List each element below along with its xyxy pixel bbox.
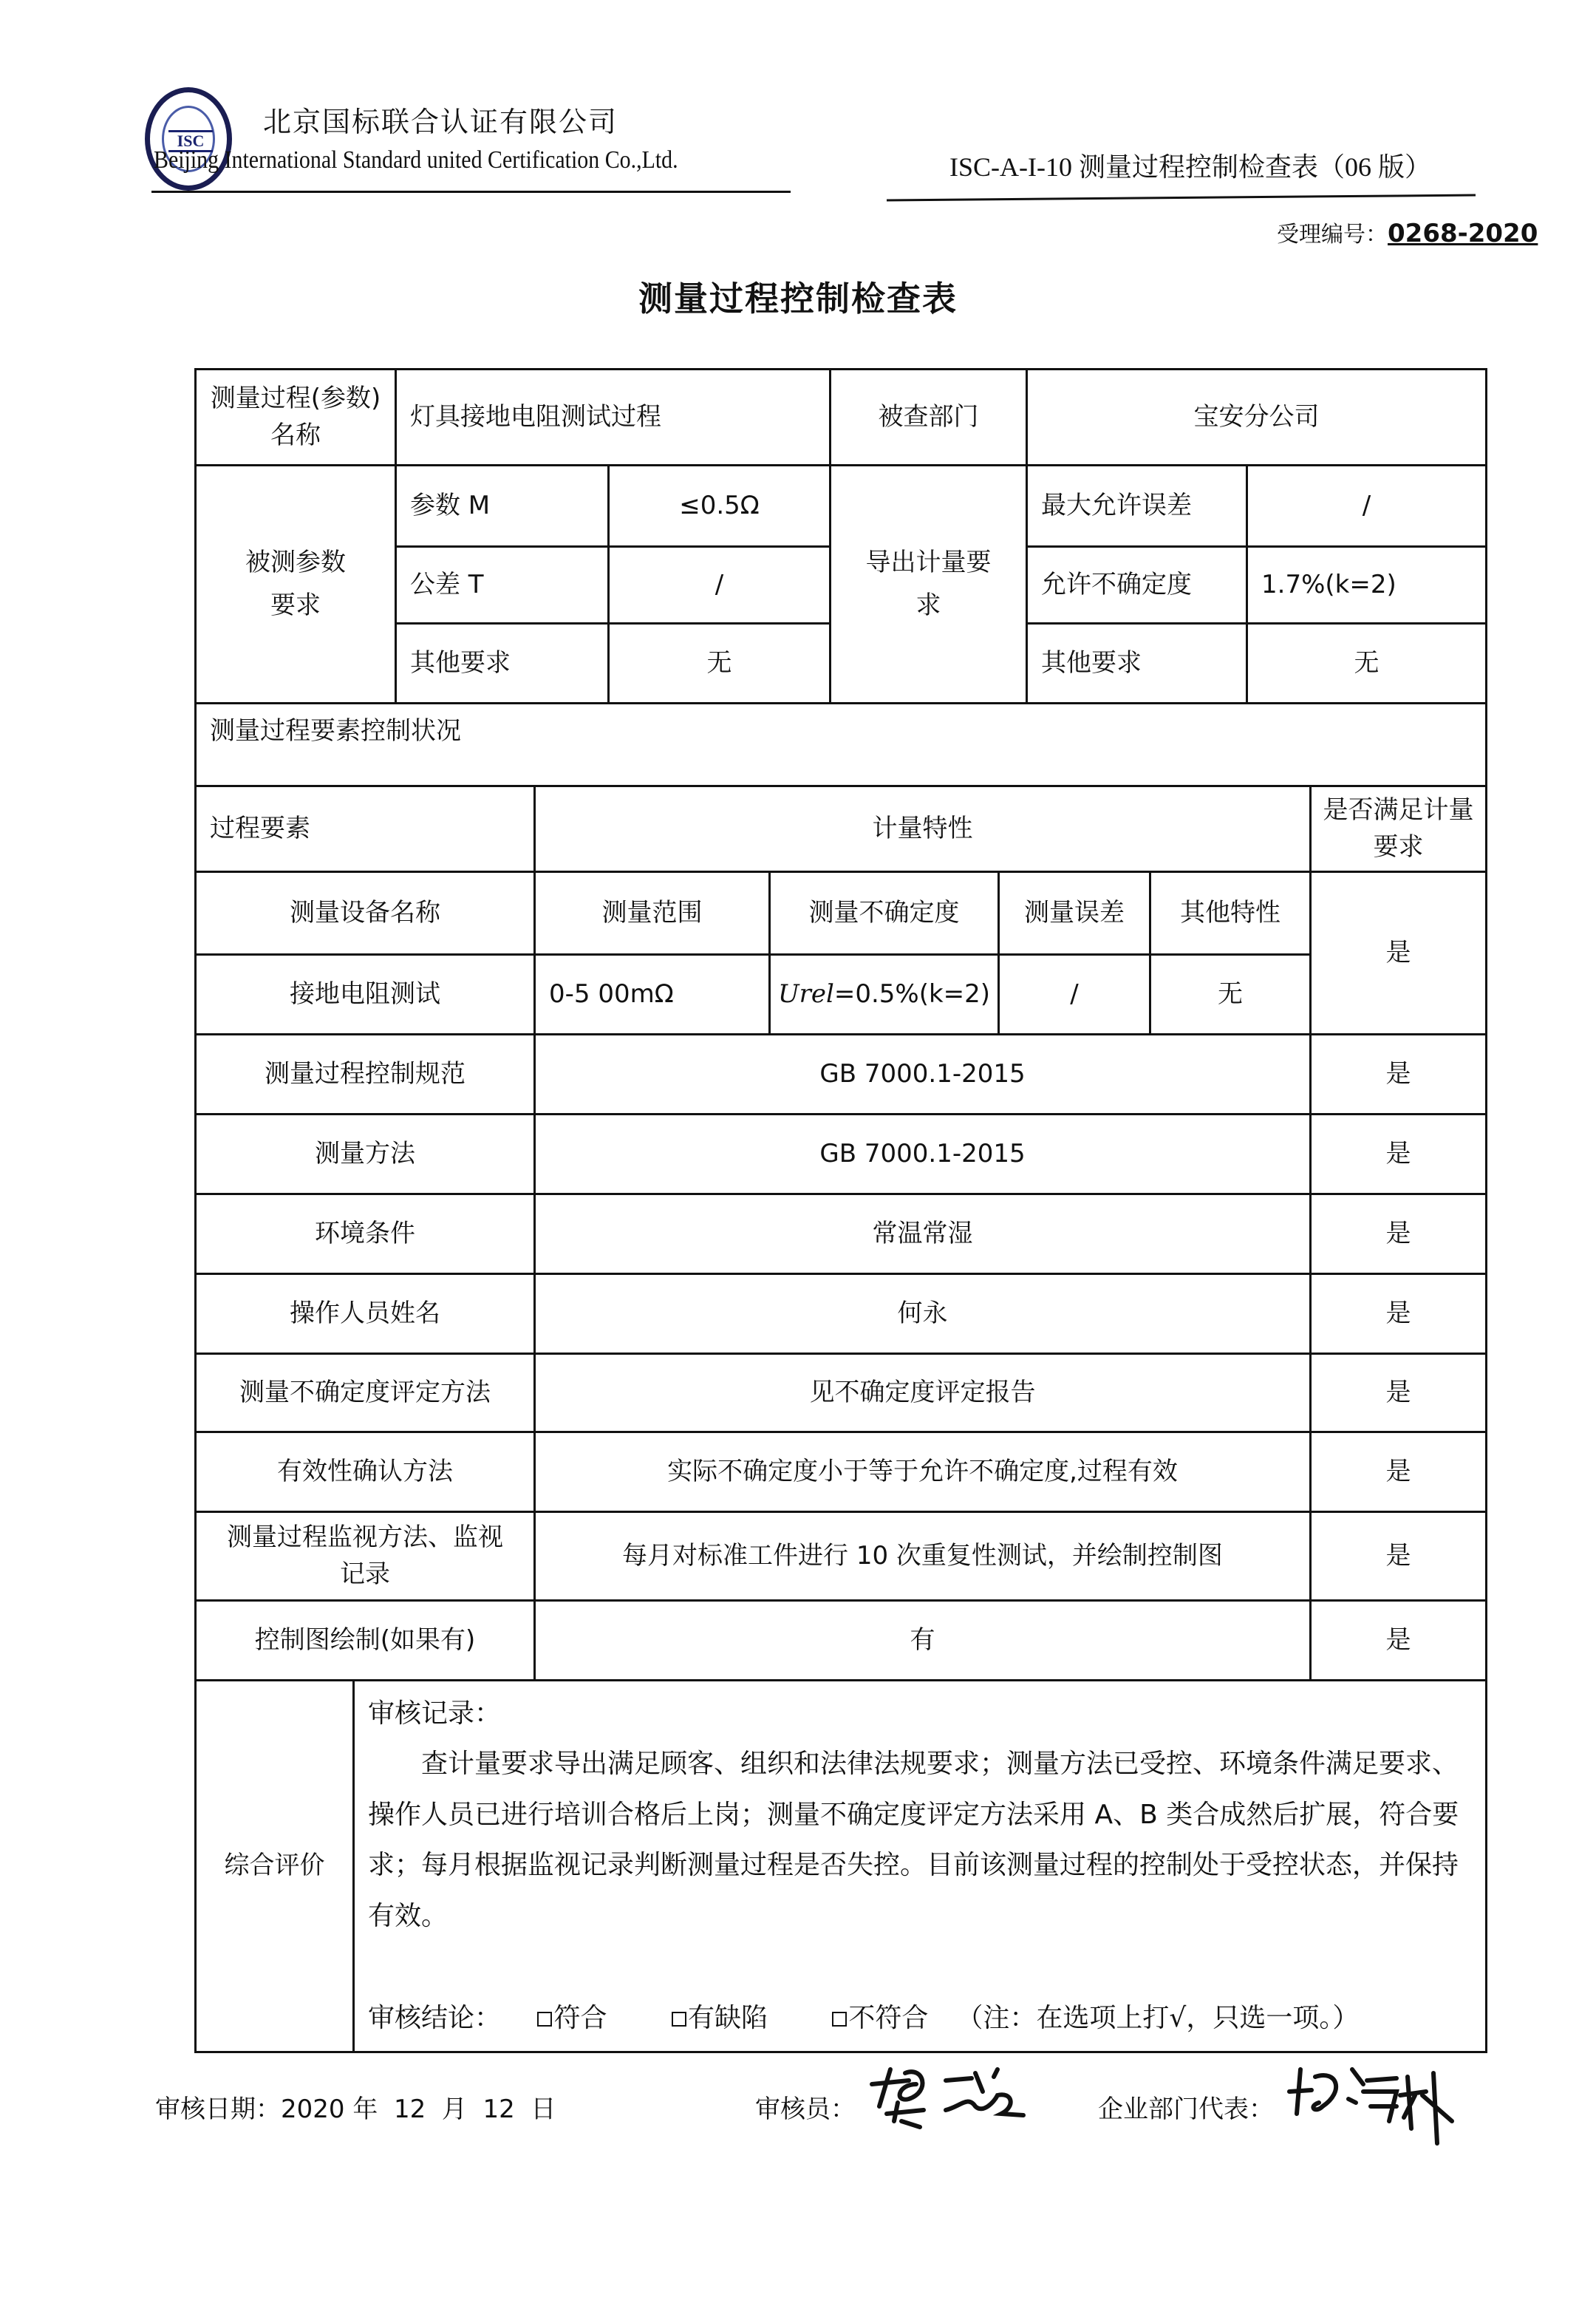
equip-header-range: 测量范围: [535, 872, 770, 955]
evaluation-label: 综合评价: [196, 1681, 354, 2052]
equip-header-other: 其他特性: [1150, 872, 1311, 955]
section2-heading-row: [196, 704, 1487, 786]
process-name-value: 灯具接地电阻测试过程: [396, 370, 831, 466]
company-name-cn: 北京国标联合认证有限公司: [263, 106, 618, 138]
review-record-text: 查计量要求导出满足顾客、组织和法律法规要求；测量方法已受控、环境条件满足要求、操作人员已进行培训合格后上岗；测量不确定度评定方法采用 A、B 类合成然后扩展，符合要求；每月根据监视记录判断测量过程是否失控。目前该测量过程的控制处于受控状态，并保持有效。: [368, 1749, 1459, 1931]
element-header-row: [196, 786, 1487, 872]
review-date: [155, 2089, 556, 2125]
equip-other: 无: [1150, 955, 1311, 1035]
element-label: 有效性确认方法: [196, 1432, 535, 1512]
derived-req-label: 导出计量要求: [831, 466, 1027, 704]
option-label: 符合: [553, 2002, 607, 2033]
company-name-en: Beijing International Standard united Certification Co.,Ltd.: [154, 146, 678, 174]
col-metrology: 计量特性: [535, 786, 1311, 872]
option-conform[interactable]: [537, 2003, 635, 2033]
document-title: 测量过程控制检查表: [638, 279, 958, 319]
equip-error: /: [999, 955, 1150, 1035]
element-meets: 是: [1311, 1115, 1487, 1194]
checkbox-icon[interactable]: [537, 2012, 552, 2027]
element-meets: 是: [1311, 1274, 1487, 1354]
element-label: 测量过程控制规范: [196, 1035, 535, 1115]
measured-req-label: 被测参数要求: [196, 466, 396, 704]
section2-heading: 测量过程要素控制状况: [196, 704, 1487, 786]
element-value: 每月对标准工件进行 10 次重复性测试，并绘制控制图: [535, 1512, 1311, 1601]
option-label: 有缺陷: [687, 2002, 768, 2033]
element-value: 有: [535, 1601, 1311, 1681]
evaluation-table: [194, 1679, 1487, 2053]
element-meets: 是: [1311, 1035, 1487, 1115]
element-row: [196, 1194, 1487, 1274]
element-label: 环境条件: [196, 1194, 535, 1274]
review-record: [354, 1681, 1487, 2052]
equip-range: 0-5 00mΩ: [535, 955, 770, 1035]
equipment-row: [196, 955, 1487, 1035]
allowed-unc-value: 1.7%(k=2): [1247, 547, 1487, 624]
element-row: [196, 1115, 1487, 1194]
evaluation-row: [196, 1681, 1487, 2052]
allowed-unc-label: 允许不确定度: [1027, 547, 1247, 624]
logo-text: ISC: [168, 130, 213, 152]
auditor-signature-icon: [864, 2062, 1042, 2143]
header-rule-left: [151, 191, 791, 193]
equip-meets: 是: [1311, 872, 1487, 1035]
equip-uncertainty-symbol: Urel: [777, 979, 834, 1009]
equip-header-name: 测量设备名称: [196, 872, 535, 955]
element-meets: 是: [1311, 1601, 1487, 1681]
conclusion-label: 审核结论：: [368, 2002, 502, 2033]
param-m-label: 参数 M: [396, 466, 609, 547]
conclusion-note: （注：在选项上打√，只选一项。）: [956, 2002, 1360, 2033]
auditor-label: 审核员：: [755, 2095, 856, 2124]
element-label: 测量过程监视方法、监视记录: [196, 1512, 535, 1601]
equip-header-uncertainty: 测量不确定度: [770, 872, 999, 955]
dept-label: 被查部门: [831, 370, 1027, 466]
option-label: 不符合: [848, 2002, 929, 2033]
acceptance-value: 0268-2020: [1388, 219, 1538, 248]
element-label: 操作人员姓名: [196, 1274, 535, 1354]
element-meets: 是: [1311, 1354, 1487, 1432]
element-value: GB 7000.1-2015: [535, 1035, 1311, 1115]
other-req-value: 无: [609, 624, 831, 704]
review-record-label: 审核记录：: [368, 1698, 502, 1729]
checkbox-icon[interactable]: [832, 2012, 847, 2027]
max-error-value: /: [1247, 466, 1487, 547]
element-row: [196, 1035, 1487, 1115]
element-row: [196, 1601, 1487, 1681]
process-name-label: 测量过程(参数)名称: [196, 370, 396, 466]
tolerance-value: /: [609, 547, 831, 624]
equip-header-error: 测量误差: [999, 872, 1150, 955]
param-m-row: [196, 466, 1487, 547]
other-req-label: 其他要求: [396, 624, 609, 704]
element-row: [196, 1354, 1487, 1432]
element-label: 控制图绘制(如果有): [196, 1601, 535, 1681]
element-value: 见不确定度评定报告: [535, 1354, 1311, 1432]
review-date-label: 审核日期：: [155, 2095, 281, 2124]
acceptance-label: 受理编号：: [1277, 222, 1388, 248]
isc-logo: [145, 87, 232, 191]
header-rule-right: [887, 194, 1476, 202]
tolerance-label: 公差 T: [396, 547, 609, 624]
equipment-header-row: [196, 872, 1487, 955]
col-process-element: 过程要素: [196, 786, 535, 872]
param-m-value: ≤0.5Ω: [609, 466, 831, 547]
checkbox-icon[interactable]: [672, 2012, 686, 2027]
dept-value: 宝安分公司: [1027, 370, 1487, 466]
element-value: GB 7000.1-2015: [535, 1115, 1311, 1194]
acceptance-number: [1277, 216, 1538, 248]
element-row: [196, 1512, 1487, 1601]
element-row: [196, 1432, 1487, 1512]
element-row: [196, 1274, 1487, 1354]
section2-table: [194, 702, 1487, 1681]
form-code: ISC-A-I-10 测量过程控制检查表（06 版）: [949, 152, 1431, 182]
element-value: 常温常湿: [535, 1194, 1311, 1274]
max-error-label: 最大允许误差: [1027, 466, 1247, 547]
element-meets: 是: [1311, 1194, 1487, 1274]
equip-uncertainty: [770, 955, 999, 1035]
element-value: 何永: [535, 1274, 1311, 1354]
element-value: 实际不确定度小于等于允许不确定度,过程有效: [535, 1432, 1311, 1512]
company-rep-signature-icon: [1286, 2062, 1463, 2158]
element-meets: 是: [1311, 1432, 1487, 1512]
option-nonconform[interactable]: [832, 2003, 1387, 2033]
process-name-row: [196, 370, 1487, 466]
equip-name: 接地电阻测试: [196, 955, 535, 1035]
section1-table: [194, 368, 1487, 704]
review-conclusion: [368, 1993, 1472, 2044]
equip-uncertainty-value: =0.5%(k=2): [833, 979, 991, 1009]
derived-other-label: 其他要求: [1027, 624, 1247, 704]
option-defect[interactable]: [672, 2003, 796, 2033]
col-meets-requirement: 是否满足计量要求: [1311, 786, 1487, 872]
element-label: 测量方法: [196, 1115, 535, 1194]
element-label: 测量不确定度评定方法: [196, 1354, 535, 1432]
derived-other-value: 无: [1247, 624, 1487, 704]
company-rep-label: 企业部门代表：: [1098, 2095, 1274, 2124]
element-meets: 是: [1311, 1512, 1487, 1601]
review-date-value: 2020 年 12 月 12 日: [281, 2095, 556, 2124]
